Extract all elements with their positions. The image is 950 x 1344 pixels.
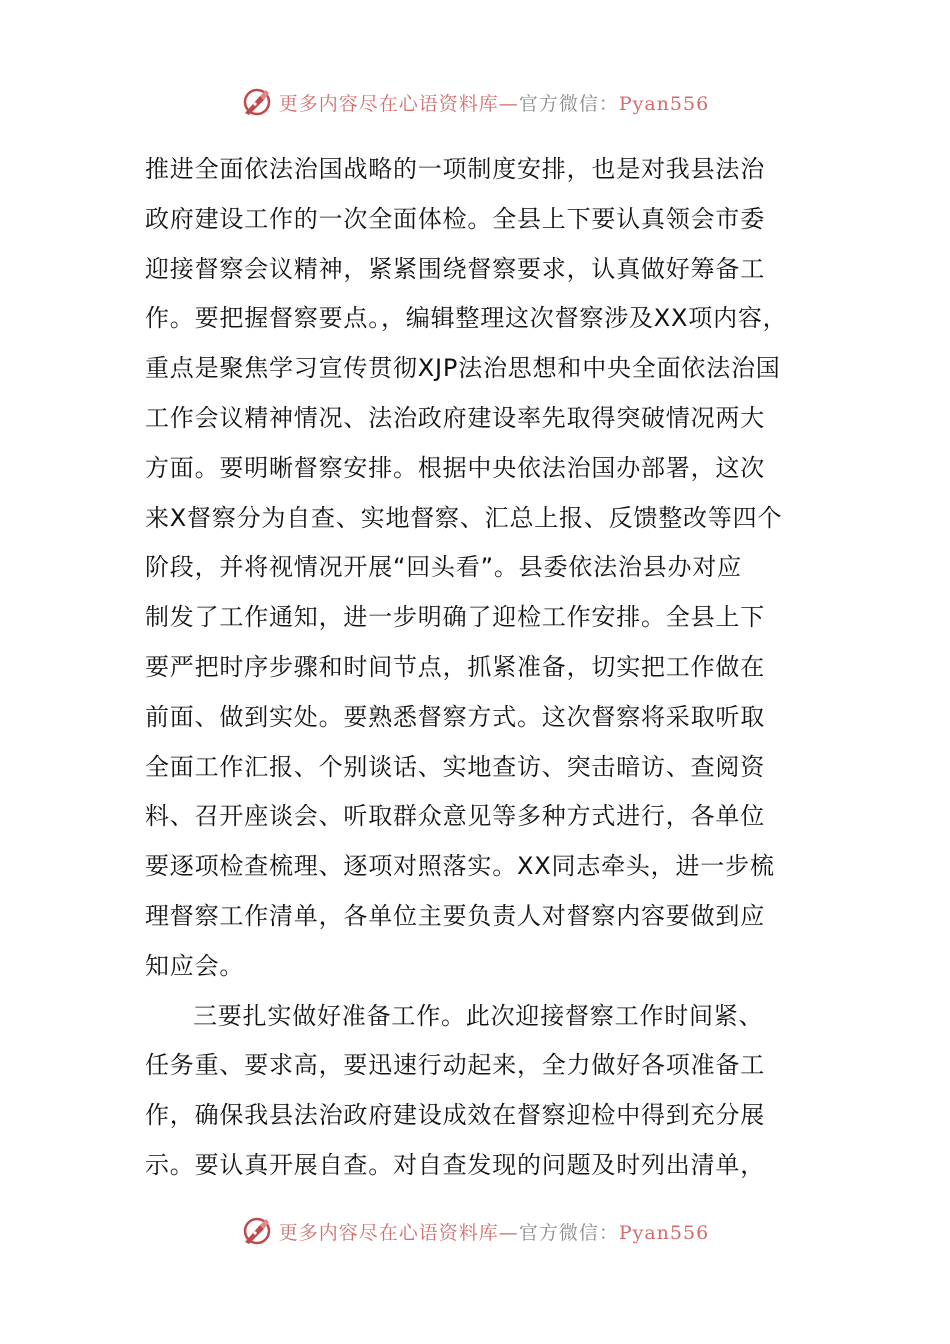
text-line: 要严把时序步骤和时间节点，抓紧准备，切实把工作做在 (145, 652, 765, 681)
footer-banner (0, 1211, 950, 1251)
paragraph-1 (145, 145, 825, 992)
paragraph-2 (145, 992, 825, 1191)
text-line: 知应会。 (145, 951, 245, 980)
header-wechat-id: Pyan556 (618, 92, 710, 115)
header-banner-prefix: 更多内容尽在心语资料库— (278, 92, 519, 115)
text-line: 推进全面依法治国战略的一项制度安排，也是对我县法治 (145, 155, 765, 183)
text-line: 阶段，并将视情况开展“回头看”。县委依法治县办对应 (145, 553, 742, 582)
text-line: 要逐项检查梳理、逐项对照落实。XX同志牵头，进一步梳 (145, 852, 775, 881)
text-line: 料、召开座谈会、听取群众意见等多种方式进行，各单位 (145, 802, 765, 831)
text-line: 全面工作汇报、个别谈话、实地查访、突击暗访、查阅资 (145, 752, 765, 781)
document-body (145, 145, 825, 1191)
text-line: 任务重、要求高，要迅速行动起来，全力做好各项准备工 (145, 1051, 765, 1080)
footer-banner-text (279, 1218, 709, 1245)
text-line: 迎接督察会议精神，紧紧围绕督察要求，认真做好筹备工 (145, 254, 765, 283)
text-line: 制发了工作通知，进一步明确了迎检工作安排。全县上下 (145, 603, 765, 632)
text-line: 来X督察分为自查、实地督察、汇总上报、反馈整改等四个 (145, 503, 783, 532)
header-banner-text (279, 89, 709, 116)
pen-nib-logo-icon (241, 86, 273, 118)
footer-wechat-id: Pyan556 (618, 1221, 710, 1244)
pen-nib-logo-icon (241, 1215, 273, 1247)
text-line: 理督察工作清单，各单位主要负责人对督察内容要做到应 (145, 901, 765, 930)
footer-banner-prefix: 更多内容尽在心语资料库— (278, 1221, 519, 1244)
text-line: 作。要把握督察要点。，编辑整理这次督察涉及XX项内容， (145, 304, 788, 333)
text-line: 工作会议精神情况、法治政府建设率先取得突破情况两大 (145, 403, 765, 432)
footer-wechat-label: 官方微信： (518, 1221, 619, 1244)
text-line: 三要扎实做好准备工作。此次迎接督察工作时间紧、 (193, 1001, 764, 1030)
header-wechat-label: 官方微信： (518, 92, 619, 115)
text-line: 作，确保我县法治政府建设成效在督察迎检中得到充分展 (145, 1101, 765, 1130)
text-line: 方面。要明晰督察安排。根据中央依法治国办部署，这次 (145, 453, 765, 482)
text-line: 前面、做到实处。要熟悉督察方式。这次督察将采取听取 (145, 702, 765, 731)
text-line: 政府建设工作的一次全面体检。全县上下要认真领会市委 (145, 204, 765, 233)
text-line: 重点是聚焦学习宣传贯彻XJP法治思想和中央全面依法治国 (145, 354, 781, 383)
header-banner (0, 82, 950, 122)
text-line: 示。要认真开展自查。对自查发现的问题及时列出清单， (145, 1150, 765, 1179)
